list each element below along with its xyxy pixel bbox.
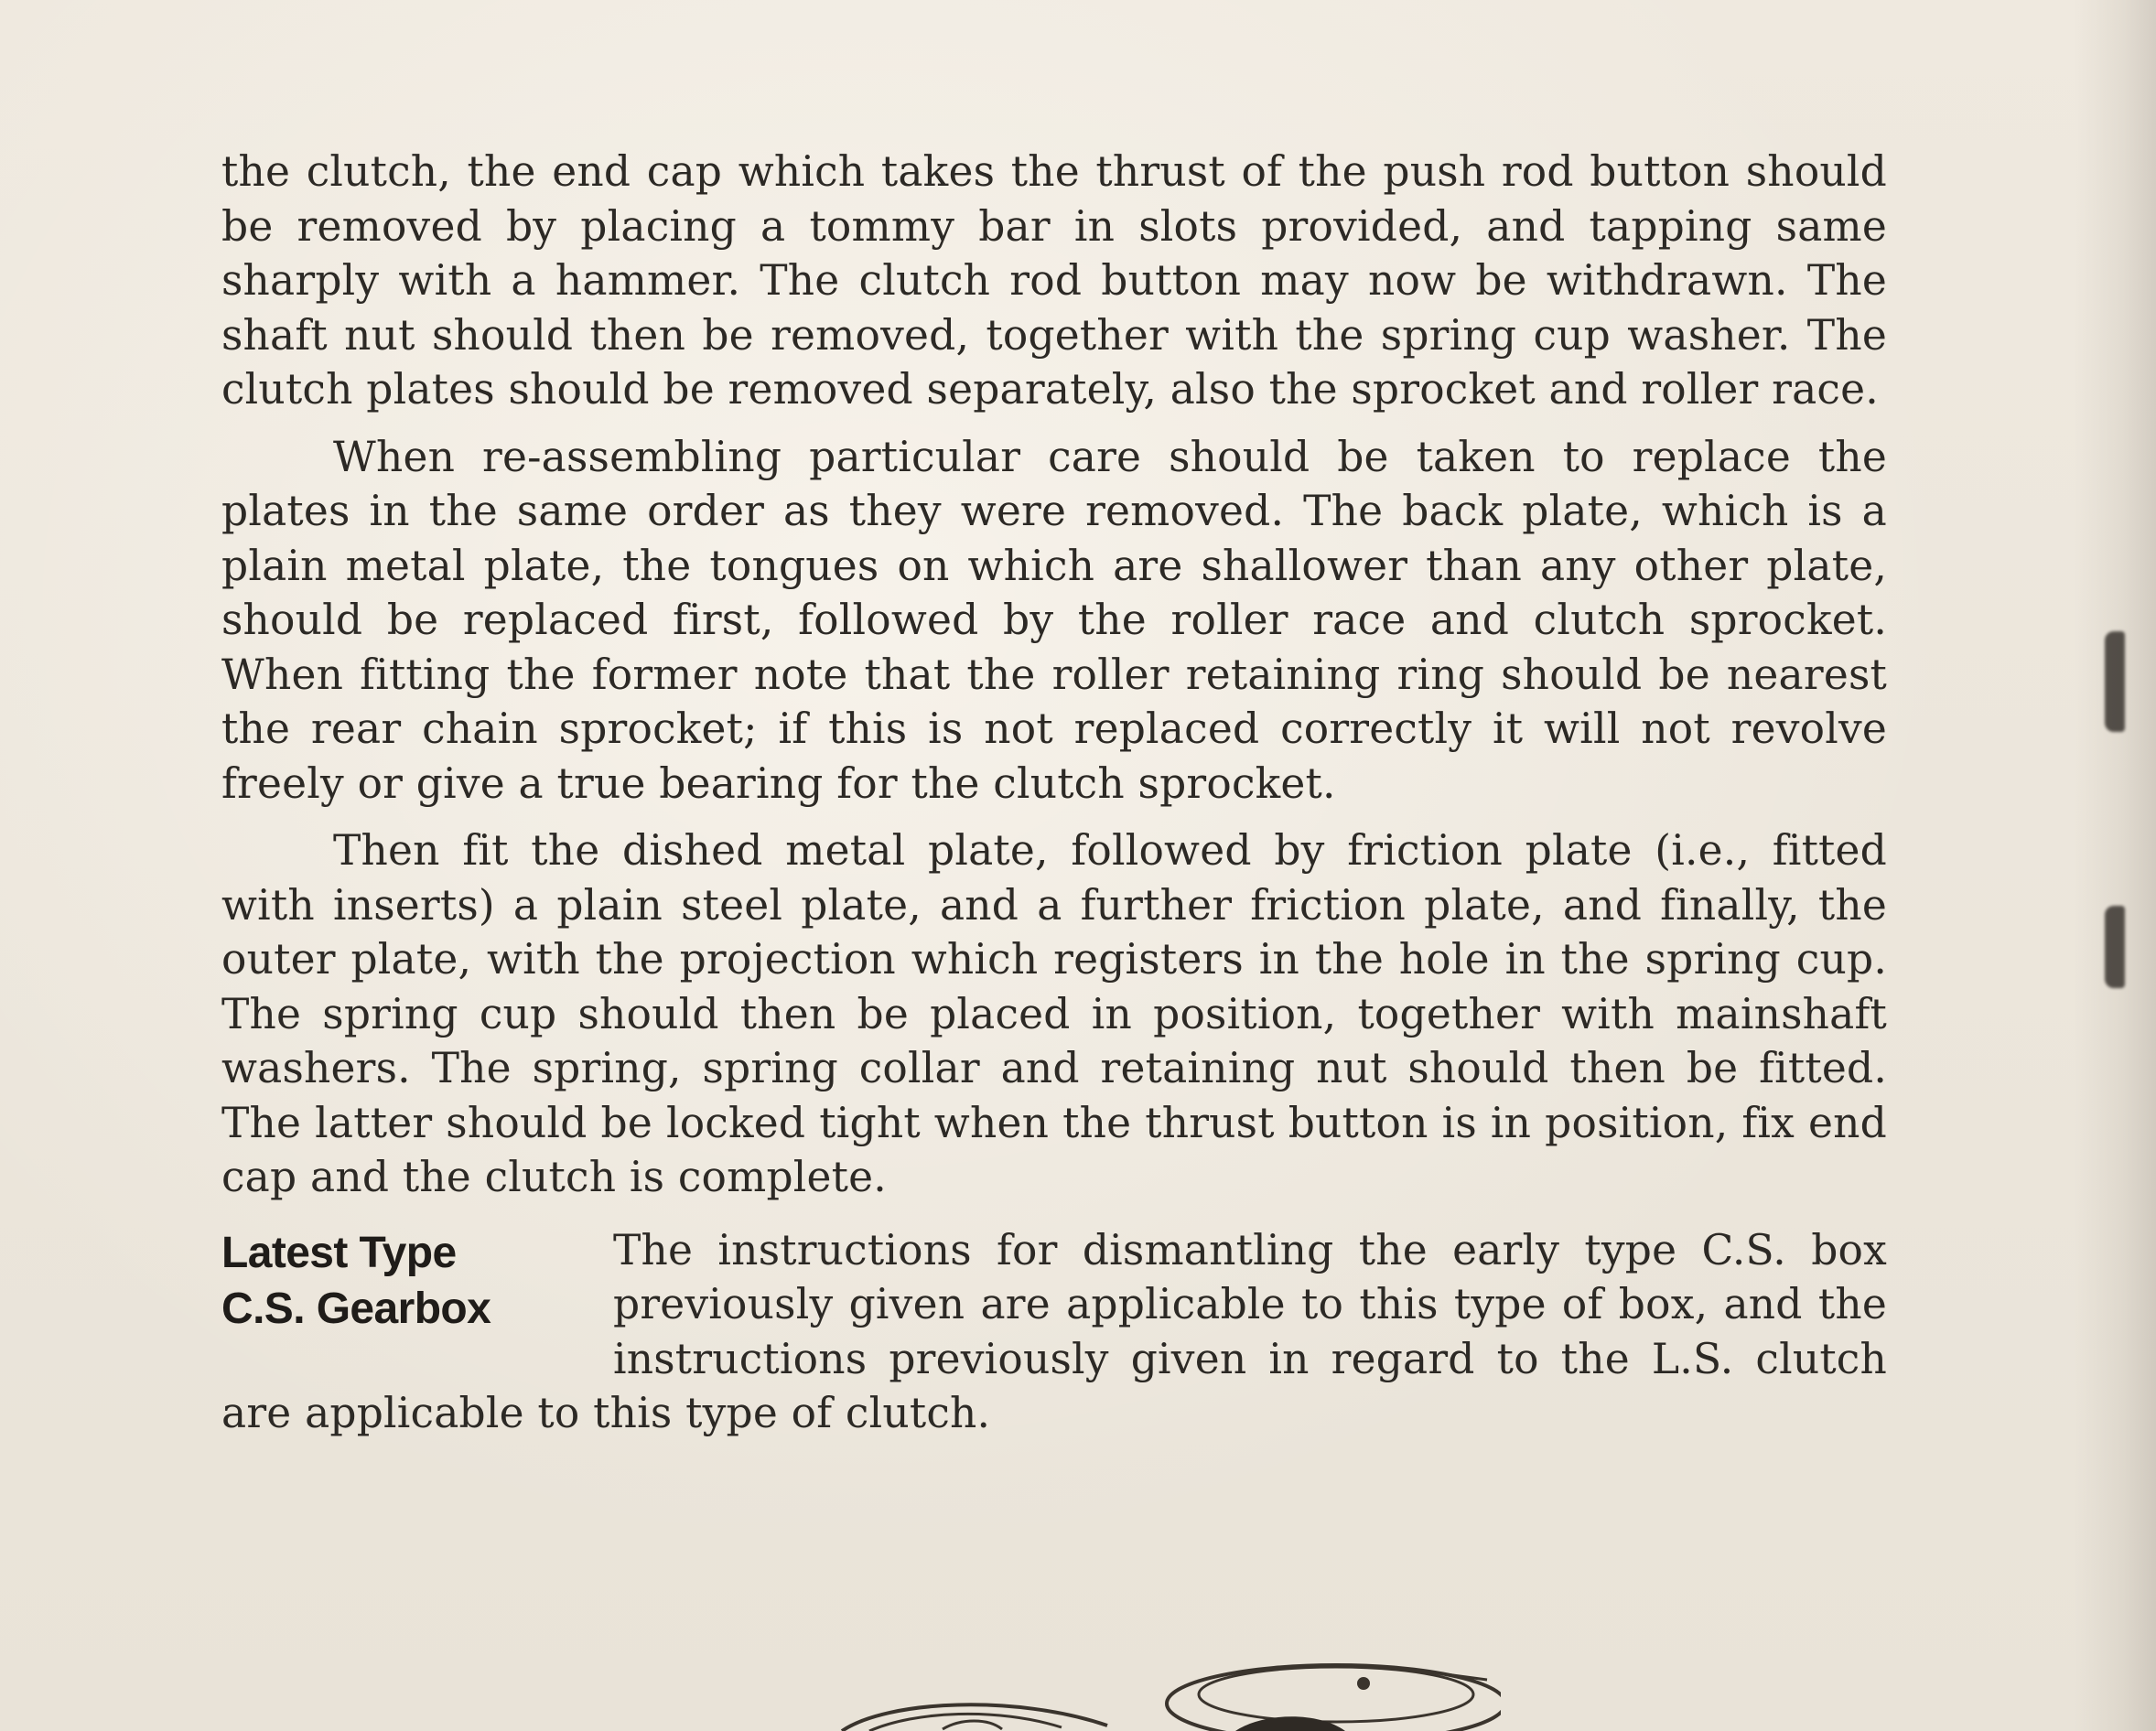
page-edge-mark xyxy=(2105,631,2125,732)
page-edge-shadow xyxy=(2074,0,2156,1731)
paragraph-fitting-plates: Then fit the dished metal plate, followed by friction plate (i.e., fitted with inserts) a plain steel plate, and a further friction plate, and finally, the outer plate, with the projection which registers in the hole in the spring cup. The spring cup should then be placed in position, together with mainshaft washers. The spring, spring collar and retaining nut should then be fitted. The latter should be locked tight when the thrust button is in position, fix end cap and the clutch is complete. xyxy=(221,826,1887,1201)
side-heading xyxy=(221,1225,606,1337)
page-edge-mark xyxy=(2105,906,2125,988)
section-latest-type xyxy=(221,1223,1887,1441)
paragraph-latest-type: The instructions for dismantling the early type C.S. box previously given are applicable to this type of box, and the instructions previously given in regard to the L.S. clutch are applicable to this type of clutch. xyxy=(221,1225,1887,1437)
document-body xyxy=(221,145,1887,1441)
side-heading-line1: Latest Type xyxy=(221,1228,457,1277)
paragraph-reassembling: When re-assembling particular care should be taken to replace the plates in the same order as they were removed. The back plate, which is a plain metal plate, the tongues on which are shallower than any other plate, should be replaced first, followed by the roller race and clutch sprocket. When fitting the former note that the roller retaining ring should be nearest the rear chain sprocket; if this is not replaced correctly it will not revolve freely or give a true bearing for the clutch sprocket. xyxy=(221,432,1887,808)
paragraph-clutch-removal: the clutch, the end cap which takes the thrust of the push rod button should be removed by placing a tommy bar in slots provided, and tapping same sharply with a hammer. The clutch rod button may now be withdrawn. The shaft nut should then be removed, together with the spring cup washer. The clutch plates should be removed separately, also the sprocket and roller race. xyxy=(221,147,1887,414)
clutch-illustration xyxy=(805,1647,1501,1731)
side-heading-line2: C.S. Gearbox xyxy=(221,1284,491,1333)
